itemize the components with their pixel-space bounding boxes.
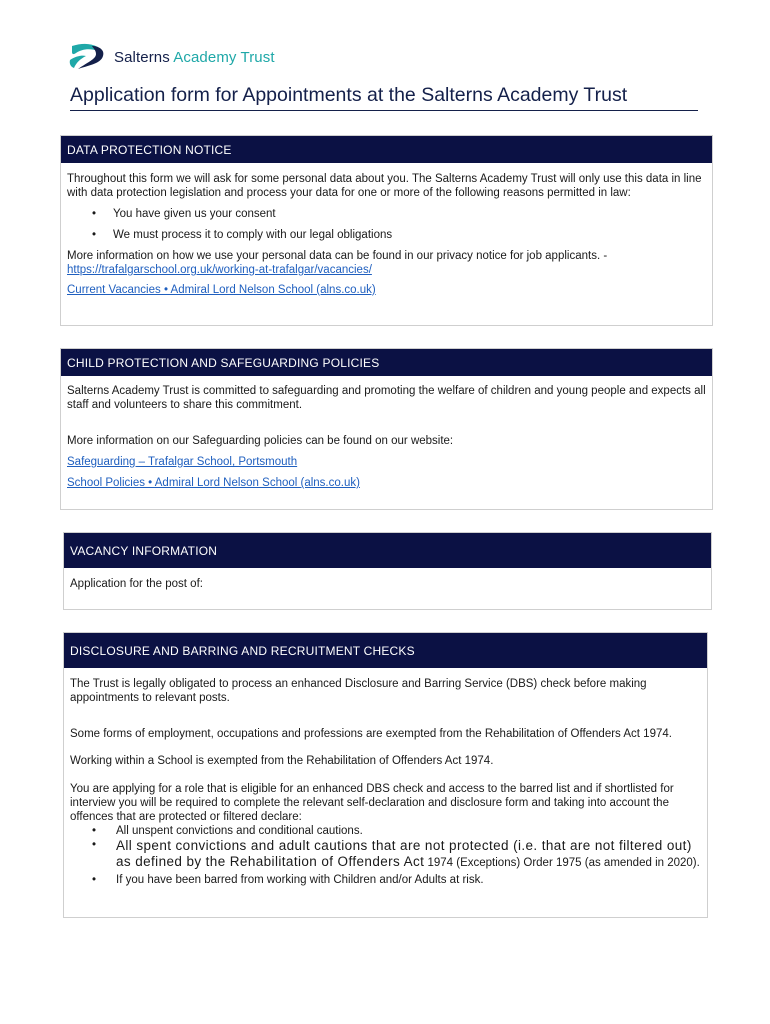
declare-unspent-convictions: • All unspent convictions and conditional cautions. bbox=[70, 824, 701, 838]
child-protection-heading: CHILD PROTECTION AND SAFEGUARDING POLICIES bbox=[61, 349, 712, 376]
page-title: Application form for Appointments at the Salterns Academy Trust bbox=[70, 84, 698, 111]
data-protection-intro: Throughout this form we will ask for some personal data about you. The Salterns Academy Trust will only use this data in line with data protection legislation and process your data for one or more of the following reasons permitted in law: bbox=[67, 173, 702, 199]
safeguarding-info-text: More information on our Safeguarding policies can be found on our website: bbox=[67, 435, 454, 447]
trust-logo-icon bbox=[68, 42, 106, 72]
child-protection-section bbox=[60, 348, 713, 510]
declare-spent-convictions bbox=[70, 838, 701, 870]
disclosure-section bbox=[63, 632, 708, 918]
dbs-obligation-text: The Trust is legally obligated to process an enhanced Disclosure and Barring Service (DBS) check before making appointments to relevant posts. bbox=[70, 678, 647, 704]
privacy-notice-text: More information on how we use your personal data can be found in our privacy notice for job applicants. - bbox=[67, 250, 608, 262]
logo-word-salterns: Salterns bbox=[114, 48, 170, 66]
data-protection-reasons bbox=[67, 207, 706, 242]
child-protection-intro: Salterns Academy Trust is committed to safeguarding and promoting the welfare of children and young people and expects all staff and volunteers to share this commitment. bbox=[67, 385, 706, 411]
school-exemption-text: Working within a School is exempted from the Rehabilitation of Offenders Act 1974. bbox=[70, 755, 494, 767]
declaration-list bbox=[70, 824, 701, 887]
spent-convictions-text: All spent convictions and adult cautions that are not protected (i.e. that are not filtered out) as defined by the Rehabilitation of Offenders Act bbox=[116, 838, 692, 869]
vacancy-section bbox=[63, 532, 712, 610]
post-applied-label: Application for the post of: bbox=[70, 578, 203, 590]
data-protection-heading: DATA PROTECTION NOTICE bbox=[61, 136, 712, 163]
trafalgar-safeguarding-link[interactable]: Safeguarding – Trafalgar School, Portsmouth bbox=[67, 456, 298, 468]
declaration-text: You are applying for a role that is eligible for an enhanced DBS check and access to the barred list and if shortlisted for interview you will be required to complete the relevant self-declaration and disclosure form and taking into account the offences that are protected or filtered declare: bbox=[70, 783, 674, 823]
data-protection-section bbox=[60, 135, 713, 326]
trust-logo bbox=[68, 42, 275, 72]
disclosure-heading: DISCLOSURE AND BARRING AND RECRUITMENT CHECKS bbox=[64, 633, 707, 668]
trust-name bbox=[114, 49, 275, 66]
trafalgar-vacancies-link[interactable]: https://trafalgarschool.org.uk/working-at-trafalgar/vacancies/ bbox=[67, 264, 372, 276]
vacancy-heading: VACANCY INFORMATION bbox=[64, 533, 711, 568]
exceptions-order-text: 1974 (Exceptions) Order 1975 (as amended in 2020). bbox=[424, 857, 700, 869]
alns-policies-link[interactable]: School Policies • Admiral Lord Nelson School (alns.co.uk) bbox=[67, 477, 360, 489]
alns-vacancies-link[interactable]: Current Vacancies • Admiral Lord Nelson School (alns.co.uk) bbox=[67, 284, 376, 296]
logo-word-academy-trust: Academy Trust bbox=[173, 48, 275, 66]
reason-consent: • You have given us your consent bbox=[67, 207, 706, 221]
reason-legal-obligation: • We must process it to comply with our legal obligations bbox=[67, 228, 706, 242]
declare-barred: • If you have been barred from working with Children and/or Adults at risk. bbox=[70, 873, 701, 887]
exemption-text: Some forms of employment, occupations and professions are exempted from the Rehabilitation of Offenders Act 1974. bbox=[70, 728, 672, 740]
